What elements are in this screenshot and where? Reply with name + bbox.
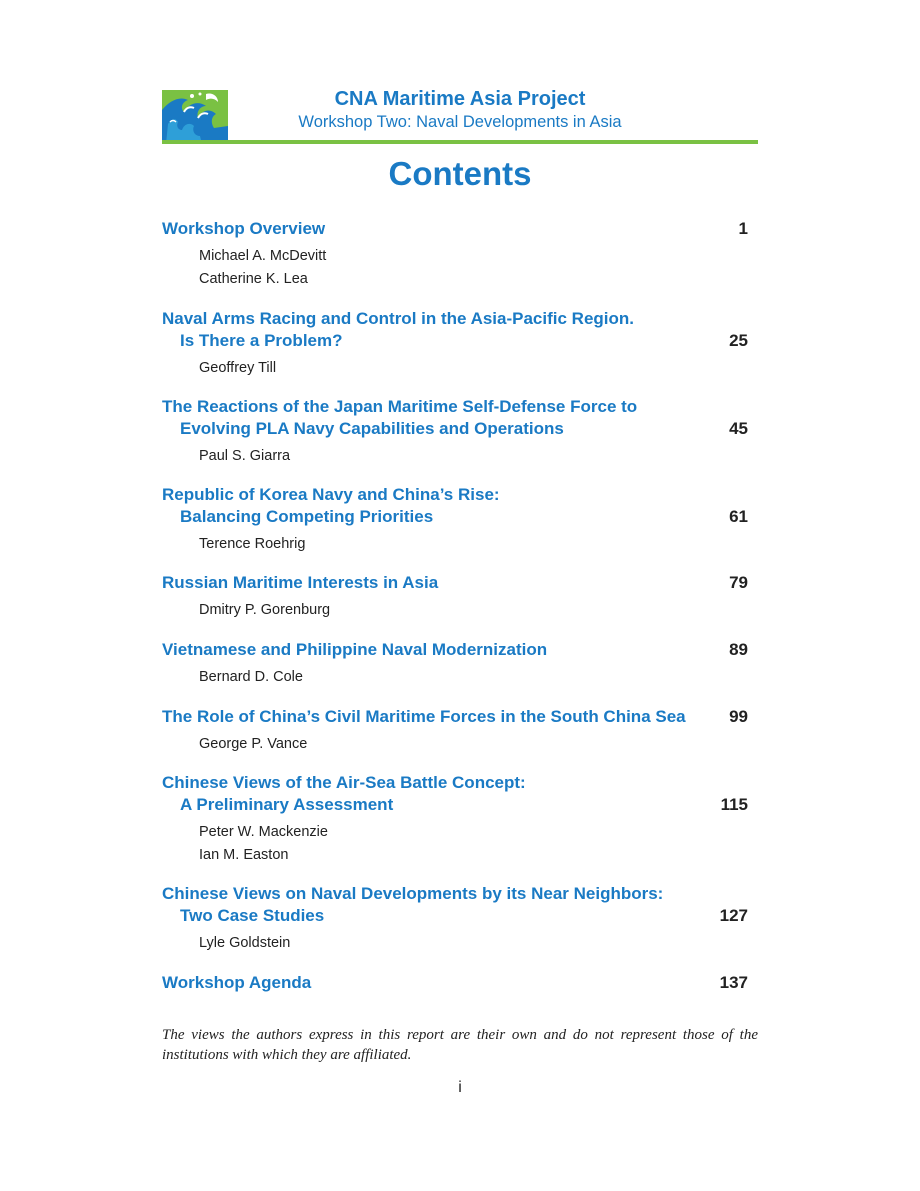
toc-entry-title: [162, 639, 748, 661]
toc-page-number: 99: [729, 707, 748, 726]
toc-page-number: 1: [738, 219, 748, 238]
toc-title-line: Chinese Views on Naval Developments by its Near Neighbors:: [162, 884, 664, 903]
toc-entry-title: [162, 572, 748, 594]
toc-authors: [162, 932, 748, 955]
toc-title-line: The Role of China’s Civil Maritime Forces in the South China Sea: [162, 707, 686, 726]
toc-entry[interactable]: [162, 972, 748, 994]
toc-author: Catherine K. Lea: [199, 271, 308, 287]
toc-title-line: Two Case Studies: [180, 906, 325, 925]
toc-authors: [162, 821, 748, 867]
toc-authors: [162, 445, 748, 468]
toc-entry[interactable]: [162, 484, 748, 556]
toc-entry-title: [162, 484, 748, 528]
header-divider: [162, 140, 758, 144]
toc-author: Terence Roehrig: [199, 536, 306, 552]
toc-author: Bernard D. Cole: [199, 669, 303, 685]
toc-author: George P. Vance: [199, 736, 308, 752]
toc-author: Peter W. Mackenzie: [199, 824, 328, 840]
toc-entry[interactable]: [162, 706, 748, 756]
toc-authors: [162, 666, 748, 689]
header: [228, 86, 692, 132]
toc-entry-title: [162, 972, 748, 994]
page-title: Contents: [388, 155, 532, 192]
toc-title-line: Is There a Problem?: [180, 331, 343, 350]
toc-author: Lyle Goldstein: [199, 935, 291, 951]
page-number: i: [458, 1079, 462, 1096]
toc-entry[interactable]: [162, 572, 748, 622]
toc-page-number: 25: [729, 331, 748, 350]
toc-title-line: Russian Maritime Interests in Asia: [162, 573, 439, 592]
toc-entry[interactable]: [162, 218, 748, 291]
header-subtitle: Workshop Two: Naval Developments in Asia: [298, 113, 622, 131]
toc-author: Geoffrey Till: [199, 360, 277, 376]
toc-title-line: A Preliminary Assessment: [180, 795, 394, 814]
toc-title-line: Naval Arms Racing and Control in the Asia-Pacific Region.: [162, 309, 634, 328]
toc-author: Michael A. McDevitt: [199, 248, 327, 264]
toc-title-line: Workshop Agenda: [162, 973, 312, 992]
toc-page-number: 115: [720, 795, 748, 814]
toc-page-number: 45: [729, 419, 748, 438]
toc-entry-title: [162, 706, 748, 728]
toc-entry[interactable]: [162, 772, 748, 867]
wave-logo-icon: [162, 90, 228, 144]
toc-title-line: Vietnamese and Philippine Naval Modernization: [162, 640, 548, 659]
toc-page-number: 127: [719, 906, 748, 925]
toc-page-number: 79: [729, 573, 748, 592]
toc-entry-title: [162, 308, 748, 352]
disclaimer: The views the authors express in this report are their own and do not represent those of the institutions with which they are affiliated.: [162, 1027, 758, 1063]
toc-authors: [162, 357, 748, 380]
toc-page-number: 89: [729, 640, 748, 659]
toc-author: Dmitry P. Gorenburg: [199, 602, 331, 618]
toc-authors: [162, 599, 748, 622]
toc-page-number: 137: [719, 973, 748, 992]
header-title: CNA Maritime Asia Project: [334, 88, 586, 110]
toc-title-line: Republic of Korea Navy and China’s Rise:: [162, 485, 500, 504]
toc-title-line: Balancing Competing Priorities: [180, 507, 434, 526]
toc-author: Paul S. Giarra: [199, 448, 291, 464]
toc-entry[interactable]: [162, 883, 748, 955]
toc-entry[interactable]: [162, 308, 748, 380]
toc-entry[interactable]: [162, 639, 748, 689]
toc-entry-title: [162, 396, 748, 440]
toc-authors: [162, 733, 748, 756]
toc-entry-title: [162, 883, 748, 927]
toc-author: Ian M. Easton: [199, 847, 289, 863]
toc-page-number: 61: [729, 507, 748, 526]
toc-title-line: The Reactions of the Japan Maritime Self-Defense Force to: [162, 397, 638, 416]
toc-entry-title: [162, 218, 748, 240]
toc-entry-title: [162, 772, 748, 816]
toc-entry[interactable]: [162, 396, 748, 468]
toc-authors: [162, 245, 748, 291]
toc-title-line: Evolving PLA Navy Capabilities and Operations: [180, 419, 564, 438]
toc-title-line: Chinese Views of the Air-Sea Battle Concept:: [162, 773, 526, 792]
toc-title-line: Workshop Overview: [162, 219, 326, 238]
toc-authors: [162, 533, 748, 556]
